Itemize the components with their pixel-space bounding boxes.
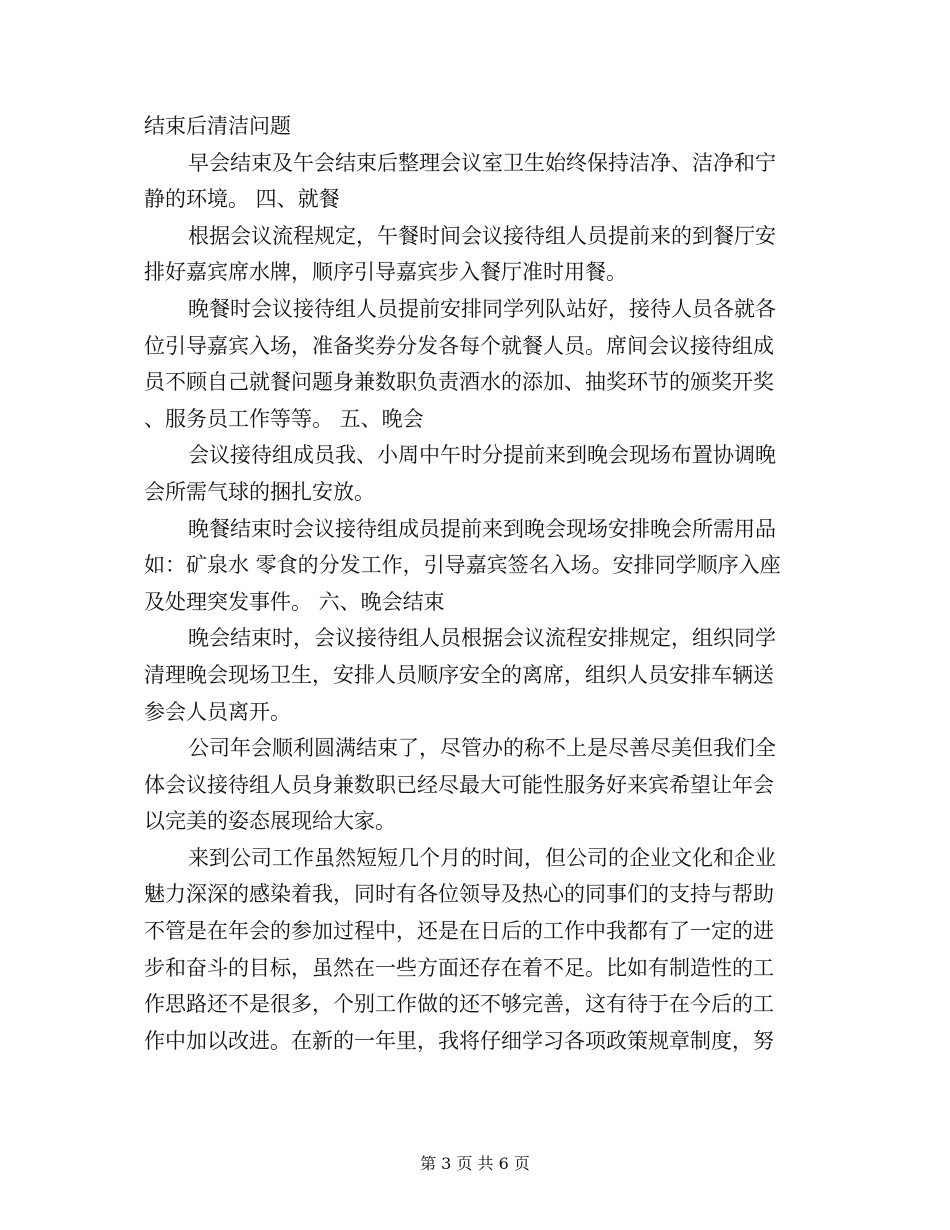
text-line: 作思路还不是很多，个别工作做的还不够完善，这有待于在今后的工 xyxy=(144,992,774,1017)
text-line: 公司年会顺利圆满结束了，尽管办的称不上是尽善尽美但我们全 xyxy=(188,736,776,761)
text-line: 位引导嘉宾入场，准备奖券分发各每个就餐人员。席间会议接待组成 xyxy=(144,333,774,358)
text-line: 根据会议流程规定，午餐时间会议接待组人员提前来的到餐厅安 xyxy=(188,223,776,248)
text-line: 晚餐结束时会议接待组成员提前来到晚会现场安排晚会所需用品 xyxy=(188,516,776,541)
text-line: 晚餐时会议接待组人员提前安排同学列队站好，接待人员各就各 xyxy=(188,296,776,321)
text-line: 体会议接待组人员身兼数职已经尽最大可能性服务好来宾希望让年会 xyxy=(144,772,774,797)
document-body xyxy=(144,108,804,1059)
page-footer xyxy=(0,1152,950,1176)
text-line: 结束后清洁问题 xyxy=(144,114,291,138)
text-line: 来到公司工作虽然短短几个月的时间，但公司的企业文化和企业 xyxy=(188,845,776,870)
text-line: 如：矿泉水 零食的分发工作，引导嘉宾签名入场。安排同学顺序入座 xyxy=(144,553,781,578)
text-line: 步和奋斗的目标，虽然在一些方面还存在着不足。比如有制造性的工 xyxy=(144,955,774,980)
text-line: 、服务员工作等等。 五、晚会 xyxy=(144,406,424,431)
page-number-label: 第 3 页 共 6 页 xyxy=(420,1154,530,1173)
text-line: 参会人员离开。 xyxy=(144,699,291,724)
text-line: 不管是在年会的参加过程中，还是在日后的工作中我都有了一定的进 xyxy=(144,919,774,944)
text-line: 魅力深深的感染着我，同时有各位领导及热心的同事们的支持与帮助 xyxy=(144,882,774,907)
text-line: 以完美的姿态展现给大家。 xyxy=(144,809,396,834)
text-line: 晚会结束时，会议接待组人员根据会议流程安排规定，组织同学 xyxy=(188,626,776,651)
text-line: 作中加以改进。在新的一年里，我将仔细学习各项政策规章制度，努 xyxy=(144,1028,774,1053)
text-line: 清理晚会现场卫生，安排人员顺序安全的离席，组织人员安排车辆送 xyxy=(144,662,774,687)
text-line: 员不顾自己就餐问题身兼数职负责酒水的添加、抽奖环节的颁奖开奖 xyxy=(144,370,774,395)
text-line: 会议接待组成员我、小周中午时分提前来到晚会现场布置协调晚 xyxy=(188,443,776,468)
text-line: 排好嘉宾席水牌，顺序引导嘉宾步入餐厅准时用餐。 xyxy=(144,260,627,285)
text-line: 早会结束及午会结束后整理会议室卫生始终保持洁净、洁净和宁 xyxy=(188,150,776,175)
text-line: 及处理突发事件。 六、晚会结束 xyxy=(144,589,445,614)
text-line: 静的环境。 四、就餐 xyxy=(144,187,340,212)
text-line: 会所需气球的捆扎安放。 xyxy=(144,479,375,504)
